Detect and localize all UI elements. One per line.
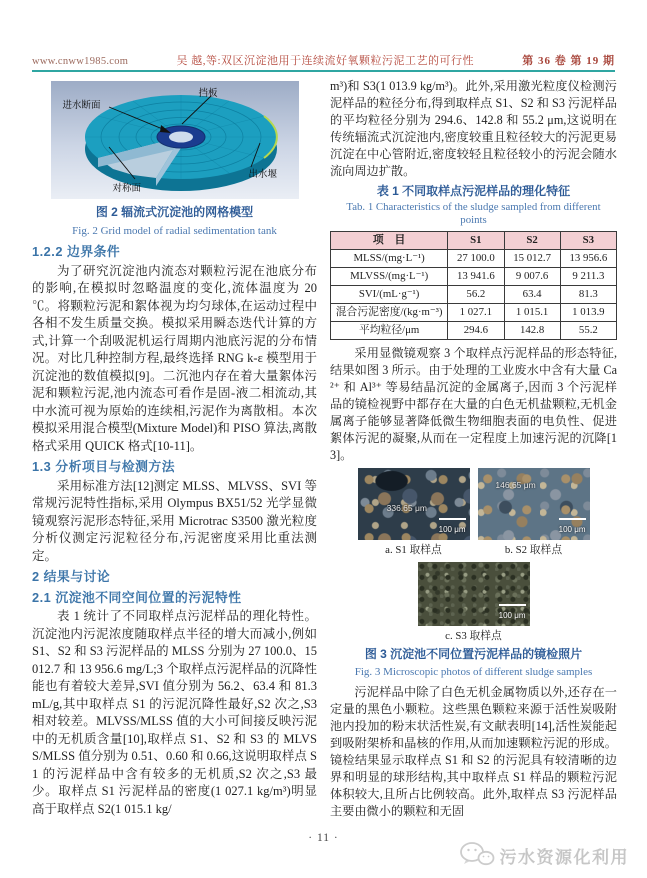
paragraph-microscope-observation: 采用显微镜观察 3 个取样点污泥样品的形态特征,结果如图 3 所示。由于处理的工业废水中含有大量 Ca²⁺ 和 Al³⁺ 等易结晶沉淀的金属离子,因而 3 个污泥样品的镜检视野中都存在大量的白色无机盐颗粒,无机金属离子能够显著降低微生物细胞表面的电负性、促进絮体污泥的凝聚,从而在一定程度上加速污泥的沉降[13]。 [330,346,617,462]
figure-3-photos-ab [330,468,617,559]
table-cell: 27 100.0 [448,250,504,268]
table-cell: 63.4 [504,286,560,304]
table-header-s2: S2 [504,232,560,250]
table-cell: 15 012.7 [504,250,560,268]
table-header-s3: S3 [560,232,616,250]
watermark [459,842,630,868]
table-cell: 1 013.9 [560,304,616,322]
table-cell: 13 956.6 [560,250,616,268]
paragraph-black-particles: 污泥样品中除了白色无机金属物质以外,还存在一定量的黑色小颗粒。这些黑色颗粒来源于活性炭吸附池内投加的粉末状活性炭,有文献表明[14],活性炭能起到吸附架桥和晶核的作用,从而加速颗粒污泥的形成。镜检结果显示取样点 S1 和 S2 的污泥具有较清晰的边界和明显的球形结构,其中取样点 S1 样品的颗粒污泥体积较大,且所占比例较高。此外,取样点 S3 污泥样品主要由微小的颗粒和无固 [330,685,617,818]
table-cell: 142.8 [504,322,560,340]
table-cell: 55.2 [560,322,616,340]
micrograph-s1-label: a. S1 取样点 [385,544,442,556]
micrograph-s3 [418,562,530,626]
table-header-item: 项 目 [331,232,448,250]
figure2-label-inlet-section: 进水断面 [62,100,101,111]
table-cell: 1 015.1 [504,304,560,322]
table-1-caption-zh: 表 1 不同取样点污泥样品的理化特征 [376,184,571,198]
table-1-caption-en-line2: points [460,214,487,226]
table-cell: 56.2 [448,286,504,304]
table-row-mlvss [331,268,617,286]
micrograph-s3-scalebar: 100 μm [499,604,526,624]
header-website: www.cnww1985.com [32,56,129,67]
table-row-svi [331,286,617,304]
table-cell: MLVSS/(mg·L⁻¹) [331,268,448,286]
section-1-3-heading: 1.3 分析项目与检测方法 [32,459,176,474]
micrograph-s1-scalebar: 100 μm [439,518,466,538]
table-cell: 13 941.6 [448,268,504,286]
left-column [32,78,317,818]
micrograph-s1-measurement: 336.65 μm [386,502,427,513]
header-divider [32,70,615,72]
micrograph-s1 [358,468,470,540]
figure-3-caption-en: Fig. 3 Microscopic photos of different sludge samples [354,666,593,678]
micrograph-s3-label: c. S3 取样点 [445,630,502,642]
paragraph-sludge-characteristics: 表 1 统计了不同取样点污泥样品的理化特性。沉淀池内污泥浓度随取样点半径的增大而减小,例如 S1、S2 和 S3 污泥样品的 MLSS 分别为 27 100.0、15 012.7 和 13 956.6 mg/L;3 个取样点污泥样品的沉降性能也有着较大差异,SVI 值分别为 56.2、63.4 和 81.3 mL/g,其中取样点 S1 的污泥沉降性最好,S2 次之,S3 相对较差。MLVSS/MLSS 值的大小可间接反映污泥中的无机质含量[10],取样点 S1、S2 和 S3 的 MLVSS/MLSS 值分别为 0.51、0.60 和 0.66,这说明取样点 S1 的污泥样品中含有较多的无机质,S2 次之,S3 最少。取样点 S1 污泥样品的密度(1 027.1 kg/m³)明显高于取样点 S2(1 015.1 kg/ [32,609,317,816]
table-cell: MLSS/(mg·L⁻¹) [331,250,448,268]
table-header-s1: S1 [448,232,504,250]
figure-3-caption-zh: 图 3 沉淀池不同位置污泥样品的镜检照片 [364,647,583,661]
figure-2-caption-en: Fig. 2 Grid model of radial sedimentation tank [72,224,277,237]
section-2-1-heading: 2.1 沉淀池不同空间位置的污泥特性 [32,589,242,605]
micrograph-s2-label: b. S2 取样点 [504,544,563,556]
figure-3-photo-c [330,562,617,645]
table-cell: SVI/(mL·g⁻¹) [331,286,448,304]
wechat-icon [459,842,495,868]
right-column [330,78,617,820]
paragraph-density-continued: m³)和 S3(1 013.9 kg/m³)。此外,采用激光粒度仪检测污泥样品的粒径分布,得到取样点 S1、S2 和 S3 污泥样品的平均粒径分别为 294.6、142.8 和 55.2 μm,这说明在传统辐流式沉淀池内,密度较重且粒径较大的污泥更易沉淀在中心管附近,密度较轻且粒径较小的污泥会随水流向周边扩散。 [330,79,617,178]
paragraph-analysis-methods: 采用标准方法[12]测定 MLSS、MLVSS、SVI 等常规污泥特性指标,采用 Olympus BX51/52 光学显微镜观察污泥形态特征,采用 Microtrac S3500 激光粒度分析仪测定污泥粒径分布,污泥密度采用比重法测定。 [32,478,317,563]
table-1-caption-en-line1: Tab. 1 Characteristics of the sludge sampled from different [346,201,601,213]
figure2-label-outlet-weir: 出水堰 [248,169,278,180]
table-cell: 混合污泥密度/(kg·m⁻³) [331,304,448,322]
table-cell: 9 211.3 [560,268,616,286]
table-cell: 1 027.1 [448,304,504,322]
header-volume-issue: 第 36 卷 第 19 期 [522,55,615,67]
figure2-label-baffle: 挡板 [198,88,218,99]
watermark-text: 污水资源化利用 [499,847,629,867]
section-1-2-2-heading: 1.2.2 边界条件 [32,244,121,259]
micrograph-s2-scalebar: 100 μm [559,518,586,538]
figure-2-caption-zh: 图 2 辐流式沉淀池的网格模型 [95,205,254,219]
micrograph-s2-measurement: 146.65 μm [495,479,536,490]
table-cell: 平均粒径/μm [331,322,448,340]
figure-2-image [51,81,299,199]
page-number: · 11 · [308,832,339,844]
table-1 [330,231,617,340]
table-cell: 9 007.6 [504,268,560,286]
section-2-heading: 2 结果与讨论 [32,569,111,584]
figure2-label-symmetry-plane: 对称面 [112,183,142,194]
page-header [32,52,615,68]
table-cell: 294.6 [448,322,504,340]
table-header-row [331,232,617,250]
table-row-density [331,304,617,322]
header-running-title: 吴 越,等:双区沉淀池用于连续流好氧颗粒污泥工艺的可行性 [176,55,475,67]
paragraph-boundary-conditions: 为了研究沉淀池内流态对颗粒污泥在池底分布的影响,在模拟时忽略温度的变化,流体温度为 20 ℃。将颗粒污泥和絮体视为均匀球体,在运动过程中各相不发生质量交换。模拟采用瞬态迭代计算的方式,计算一个刮吸泥机运行周期内池底污泥的分布情况。对比几种控制方程,最终选择 RNG k-ε 模型用于沉淀池的数值模拟[9]。二沉池内存在着大量絮体污泥和颗粒污泥,池内流态可看作是固-液二相流动,其中水流可视为原始的连续相,污泥作为离散相。本次模拟采用混合模型(Mixture Model)和 PISO 算法,离散格式采用 QUICK 格式[10-11]。 [32,263,317,453]
table-row-particle-size [331,322,617,340]
table-cell: 81.3 [560,286,616,304]
table-row-mlss [331,250,617,268]
micrograph-s2 [478,468,590,540]
